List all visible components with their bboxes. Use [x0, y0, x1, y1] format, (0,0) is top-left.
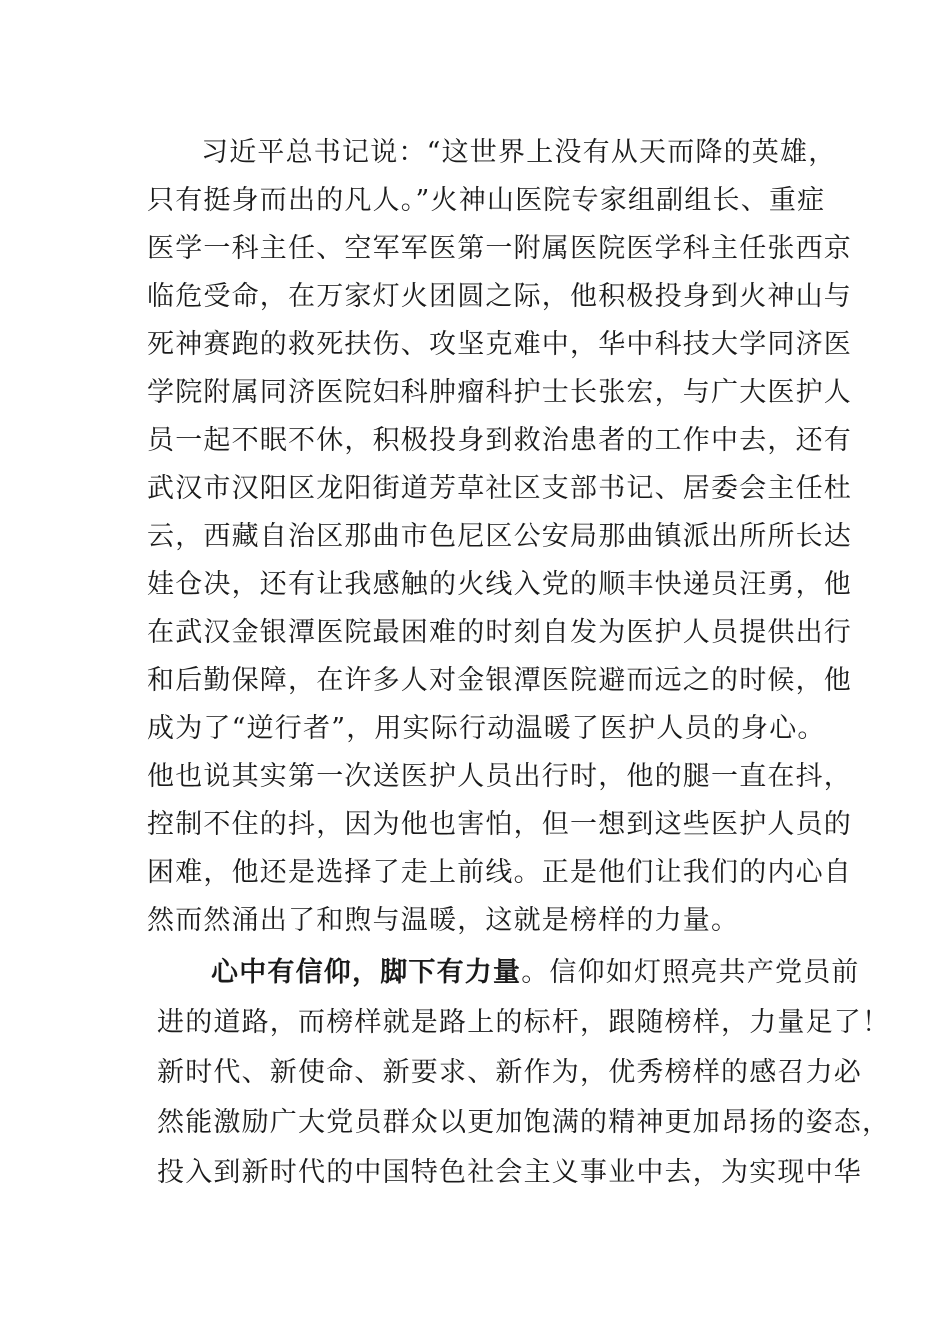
paragraph-2-bold-lead: 心中有信仰，脚下有力量 — [211, 957, 522, 988]
paragraph-2-line-2: 进的道路，而榜样就是路上的标杆，跟随榜样，力量足了！ — [157, 1007, 891, 1038]
paragraph-1-line-6: 学院附属同济医院妇科肿瘤科护士长张宏，与广大医护人 — [147, 377, 852, 408]
paragraph-1-line-14: 他也说其实第一次送医护人员出行时，他的腿一直在抖， — [147, 761, 852, 792]
paragraph-2-line-4: 然能激励广大党员群众以更加饱满的精神更加昂扬的姿态， — [157, 1107, 891, 1138]
paragraph-1-line-17: 然而然涌出了和煦与温暖，这就是榜样的力量。 — [147, 905, 740, 936]
paragraph-1-line-4: 临危受命，在万家灯火团圆之际，他积极投身到火神山与 — [147, 281, 852, 312]
paragraph-1-line-15: 控制不住的抖，因为他也害怕，但一想到这些医护人员的 — [147, 809, 852, 840]
paragraph-1-line-2: 只有挺身而出的凡人。”火神山医院专家组副组长、重症 — [147, 185, 826, 216]
paragraph-1-line-16: 困难，他还是选择了走上前线。正是他们让我们的内心自 — [147, 857, 852, 888]
paragraph-2-line-3: 新时代、新使命、新要求、新作为，优秀榜样的感召力必 — [157, 1057, 862, 1088]
paragraph-1-line-3: 医学一科主任、空军军医第一附属医院医学科主任张西京 — [147, 233, 852, 264]
paragraph-1-line-1: 习近平总书记说：“这世界上没有从天而降的英雄， — [201, 137, 837, 168]
paragraph-1-line-13: 成为了“逆行者”，用实际行动温暖了医护人员的身心。 — [147, 713, 826, 744]
paragraph-2-line-5: 投入到新时代的中国特色社会主义事业中去，为实现中华 — [157, 1157, 862, 1188]
paragraph-2-lead-rest: 。信仰如灯照亮共产党员前 — [521, 957, 860, 988]
paragraph-1-line-10: 娃仓决，还有让我感触的火线入党的顺丰快递员汪勇，他 — [147, 569, 852, 600]
paragraph-1-line-5: 死神赛跑的救死扶伤、攻坚克难中，华中科技大学同济医 — [147, 329, 852, 360]
paragraph-1-line-8: 武汉市汉阳区龙阳街道芳草社区支部书记、居委会主任杜 — [147, 473, 852, 504]
paragraph-1-line-7: 员一起不眠不休，积极投身到救治患者的工作中去，还有 — [147, 425, 852, 456]
paragraph-2-line-1 — [211, 956, 860, 990]
paragraph-1-line-11: 在武汉金银潭医院最困难的时刻自发为医护人员提供出行 — [147, 617, 852, 648]
paragraph-1-line-9: 云，西藏自治区那曲市色尼区公安局那曲镇派出所所长达 — [147, 521, 852, 552]
paragraph-1-line-12: 和后勤保障，在许多人对金银潭医院避而远之的时候，他 — [147, 665, 852, 696]
